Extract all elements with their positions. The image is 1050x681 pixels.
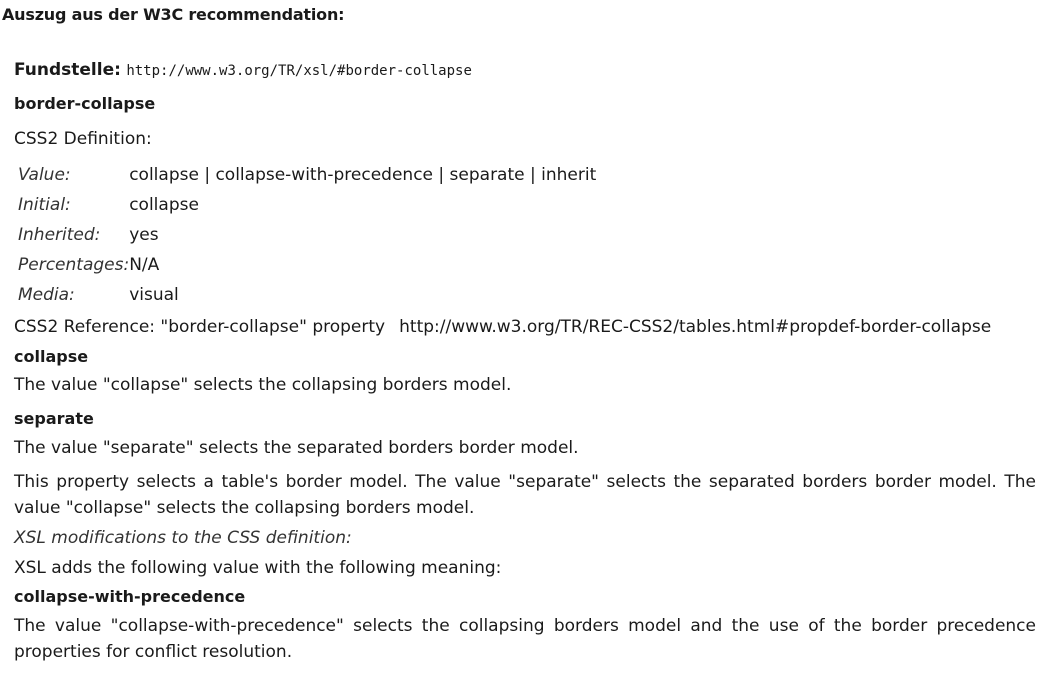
definition-value: collapse [129, 195, 199, 215]
definition-table [18, 160, 596, 310]
definition-row-inherited [18, 220, 596, 250]
definition-label: Inherited: [18, 225, 101, 245]
xsl-value-term: collapse-with-precedence [14, 587, 246, 606]
source-url: http://www.w3.org/TR/xsl/#border-collapse [126, 63, 472, 79]
value-description-separate: The value "separate" selects the separated borders border model. [14, 438, 579, 458]
definition-value: N/A [129, 255, 160, 275]
css2-definition-label: CSS2 Definition: [14, 129, 152, 149]
summary-paragraph: This property selects a table's border model. The value "separate" selects the separated borders border model. The value "collapse" selects the collapsing borders model. [14, 472, 1036, 518]
property-name: border-collapse [14, 94, 156, 113]
css2-reference-text: CSS2 Reference: "border-collapse" property [14, 317, 386, 337]
xsl-adds-text: XSL adds the following value with the following meaning: [14, 558, 502, 578]
definition-row-media [18, 280, 596, 310]
definition-row-value [18, 160, 596, 190]
css2-reference-url: http://www.w3.org/TR/REC-CSS2/tables.html#propdef-border-collapse [399, 317, 992, 337]
value-term-collapse: collapse [14, 347, 89, 366]
definition-label: Value: [18, 165, 71, 185]
xsl-value-description: The value "collapse-with-precedence" selects the collapsing borders model and the use of the border precedence properties for conflict resolution. [14, 616, 1036, 662]
source-line [14, 59, 472, 82]
definition-value: collapse | collapse-with-precedence | separate | inherit [129, 165, 597, 185]
definition-label: Media: [18, 285, 75, 305]
definition-value: visual [129, 285, 179, 305]
css2-reference [14, 316, 991, 338]
definition-row-percentages [18, 250, 596, 280]
value-term-separate: separate [14, 409, 94, 428]
definition-value: yes [129, 225, 159, 245]
definition-label: Initial: [18, 195, 71, 215]
xsl-modifications-label: XSL modifications to the CSS definition: [14, 528, 352, 548]
definition-row-initial [18, 190, 596, 220]
source-label: Fundstelle: [14, 60, 121, 80]
page-heading: Auszug aus der W3C recommendation: [2, 5, 345, 24]
definition-label: Percentages: [18, 255, 130, 275]
value-description-collapse: The value "collapse" selects the collapsing borders model. [14, 375, 512, 395]
